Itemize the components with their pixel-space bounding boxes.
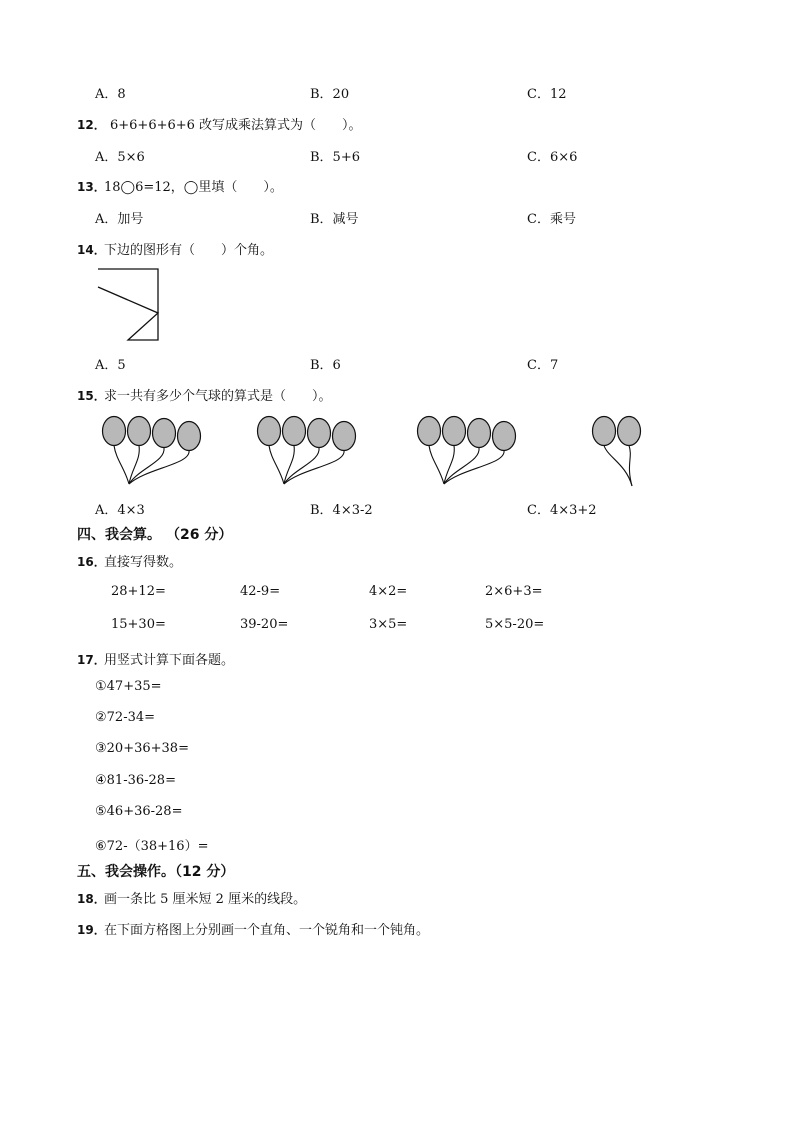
q17-item-6 [95, 835, 208, 854]
q14-option-a[interactable]: A．5 [95, 358, 126, 373]
balloon-string [129, 451, 189, 485]
balloon-string [129, 448, 164, 485]
balloon-group [593, 417, 641, 487]
balloon [153, 419, 176, 448]
q18-number: 18． [77, 892, 106, 906]
q12-option-a[interactable]: A．5×6 [95, 150, 145, 165]
balloon-string [284, 448, 319, 485]
q15-option-c[interactable]: C．4×3+2 [527, 503, 597, 518]
q13-option-a[interactable]: A．加号 [95, 212, 144, 227]
q16-item: 42-9= [240, 584, 281, 599]
q19-text: 在下面方格图上分别画一个直角、一个锐角和一个钝角。 [104, 923, 430, 938]
balloon [103, 417, 126, 446]
balloon-string [604, 446, 632, 487]
balloon-string [444, 451, 504, 485]
balloon [308, 419, 331, 448]
balloon-group [418, 417, 516, 485]
q13-option-c[interactable]: C．乘号 [527, 212, 576, 227]
q17-expr: 81-36-28= [106, 773, 176, 788]
q17-expr: 47+35= [106, 679, 162, 694]
q16-item: 28+12= [111, 584, 166, 599]
q11-option-b[interactable]: B．20 [310, 87, 350, 102]
q17-item-3 [95, 741, 189, 756]
q11-option-a[interactable]: A．8 [95, 87, 126, 102]
balloon-string [114, 446, 129, 485]
q15-option-b[interactable]: B．4×3-2 [310, 503, 373, 518]
balloon [283, 417, 306, 446]
q17-number: 17． [77, 653, 106, 667]
balloons-figure [0, 410, 794, 495]
section-4-score: （26 分） [173, 527, 233, 543]
q16-item: 15+30= [111, 617, 166, 632]
q17-expr: 72-（38+16）= [106, 839, 209, 854]
q12-text: 6+6+6+6+6 改写成乘法算式为（ ）。 [110, 118, 362, 133]
q17-mark: ① [95, 679, 107, 694]
q17-mark: ② [95, 710, 107, 725]
balloon-group [258, 417, 356, 485]
q17-item-2 [95, 710, 155, 725]
balloon [128, 417, 151, 446]
balloon [258, 417, 281, 446]
q14-option-b[interactable]: B．6 [310, 358, 341, 373]
q17-item-5 [95, 804, 182, 819]
q17-item-4 [95, 773, 176, 788]
q17-mark: ③ [95, 741, 107, 756]
q16-number: 16． [77, 555, 106, 569]
section-5-title: 五、我会操作。（12 分） [77, 864, 235, 880]
balloon [618, 417, 641, 446]
q13-option-b[interactable]: B．减号 [310, 212, 359, 227]
q14-option-c[interactable]: C．7 [527, 358, 559, 373]
q16-item: 2×6+3= [485, 584, 543, 599]
q17-mark: ⑤ [95, 804, 107, 819]
q12-option-b[interactable]: B．5+6 [310, 150, 360, 165]
q15-number: 15． [77, 389, 106, 403]
section-4-heading: 四、我会算。 [77, 527, 161, 543]
section-4-title [77, 524, 232, 544]
balloon [468, 419, 491, 448]
balloon [418, 417, 441, 446]
balloon-string [444, 448, 479, 485]
q13-text: 18◯6=12，◯里填（ ）。 [104, 180, 283, 195]
q17-text: 用竖式计算下面各题。 [104, 653, 235, 668]
q15-option-a[interactable]: A．4×3 [95, 503, 145, 518]
balloon [443, 417, 466, 446]
q17-mark: ⑥ [95, 839, 107, 854]
angle-figure [96, 266, 166, 342]
balloon-string [284, 451, 344, 485]
q15-text: 求一共有多少个气球的算式是（ ）。 [104, 389, 332, 404]
balloon-group [103, 417, 201, 485]
q17-expr: 46+36-28= [106, 804, 183, 819]
q12-option-c[interactable]: C．6×6 [527, 150, 578, 165]
q16-item: 5×5-20= [485, 617, 545, 632]
q17-mark: ④ [95, 773, 107, 788]
q17-expr: 20+36+38= [106, 741, 189, 756]
balloon-string [269, 446, 284, 485]
balloon [593, 417, 616, 446]
q18-text: 画一条比 5 厘米短 2 厘米的线段。 [104, 892, 307, 907]
balloon-string [429, 446, 444, 485]
q14-number: 14． [77, 243, 106, 257]
balloon [333, 422, 356, 451]
q16-item: 39-20= [240, 617, 289, 632]
q19-number: 19． [77, 923, 106, 937]
q16-item: 4×2= [369, 584, 408, 599]
q17-expr: 72-34= [106, 710, 156, 725]
q13-number: 13． [77, 180, 106, 194]
balloon [493, 422, 516, 451]
q16-item: 3×5= [369, 617, 408, 632]
q17-item-1 [95, 679, 162, 694]
q14-text: 下边的图形有（ ）个角。 [104, 243, 274, 258]
q12-number: 12． [77, 118, 106, 132]
q16-text: 直接写得数。 [104, 555, 183, 570]
balloon [178, 422, 201, 451]
q11-option-c[interactable]: C．12 [527, 87, 567, 102]
